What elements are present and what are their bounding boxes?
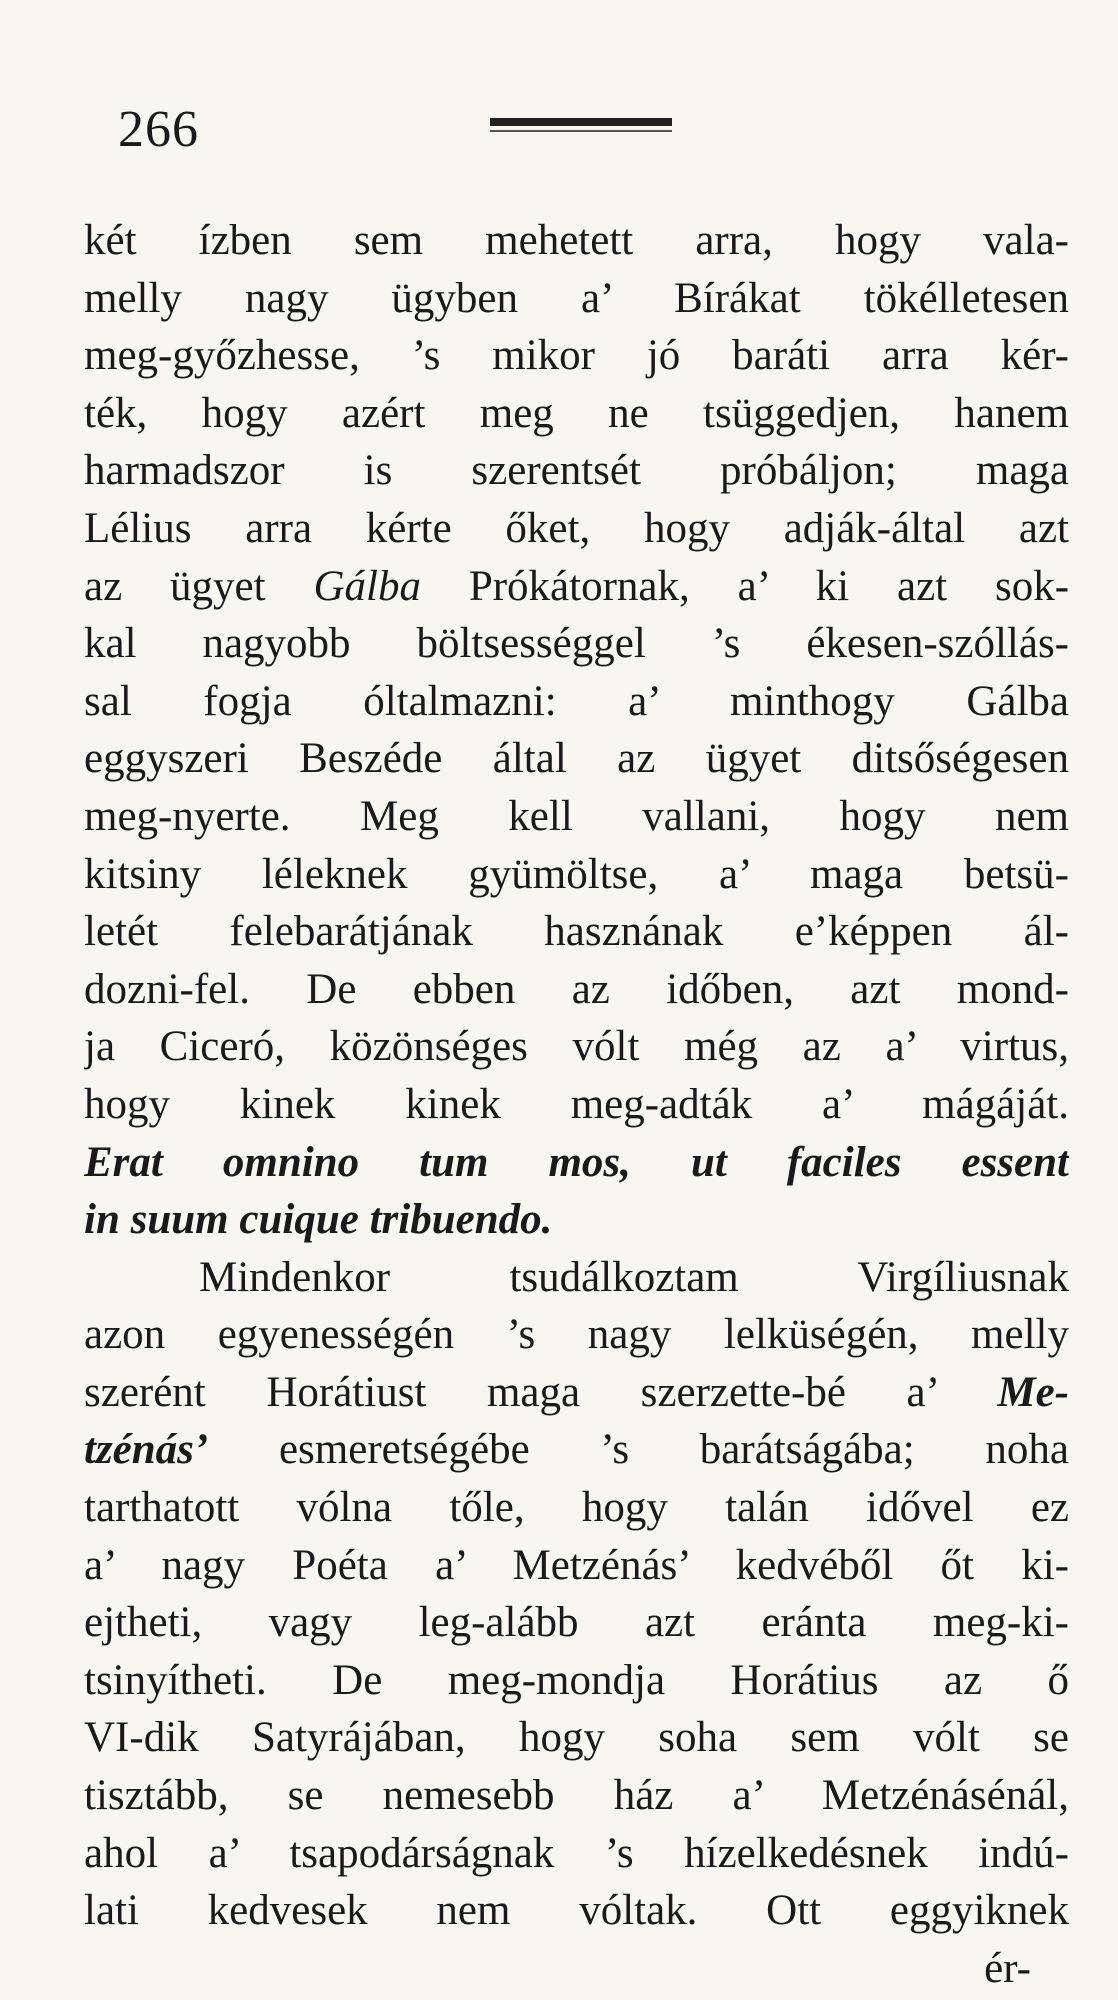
text-line: eggyszeri Beszéde által az ügyet ditsőségesen — [84, 735, 1069, 783]
text-line: ahol a’ tsapodárságnak ’s hízelkedésnek indú- — [84, 1829, 1069, 1877]
text-line: tarthatott vólna tőle, hogy talán idővel ez — [84, 1484, 1069, 1532]
text-line: dozni-fel. De ebben az időben, azt mond- — [84, 965, 1069, 1013]
text-line: kal nagyobb böltsességgel ’s ékesen-szóllás- — [84, 620, 1069, 668]
text-line — [84, 558, 1069, 616]
text-line: tisztább, se nemesebb ház a’ Metzénásénál, — [84, 1772, 1069, 1820]
header-rule-thin — [490, 130, 672, 132]
text-line: VI-dik Satyrájában, hogy soha sem vólt se — [84, 1714, 1069, 1762]
text-fragment: esmeretségébe ’s barátságába; noha — [278, 1426, 1069, 1474]
text-line: harmadszor is szerentsét próbáljon; maga — [84, 447, 1069, 495]
text-line: sal fogja óltalmazni: a’ minthogy Gálba — [84, 677, 1069, 725]
italic-name-metzenas: tzénás’ — [84, 1426, 209, 1474]
text-line: két ízben sem mehetett arra, hogy vala- — [84, 217, 1069, 264]
text-line: meg-nyerte. Meg kell vallani, hogy nem — [84, 792, 1069, 840]
text-line: hogy kinek kinek meg-adták a’ mágáját. — [84, 1080, 1069, 1128]
text-line: letét felebarátjának hasznának e’képpen ál- — [84, 908, 1069, 956]
text-line: kitsiny léleknek gyümöltse, a’ maga betsü- — [84, 850, 1069, 898]
text-fragment: Prókátornak, a’ ki azt sok- — [468, 562, 1069, 610]
text-line: melly nagy ügyben a’ Bírákat tökélletesen — [84, 274, 1069, 322]
text-line: Lélius arra kérte őket, hogy adják-által azt — [84, 504, 1069, 552]
text-line: lati kedvesek nem vóltak. Ott eggyiknek — [84, 1887, 1069, 1935]
body-text — [84, 212, 1069, 1997]
text-line: meg-győzhesse, ’s mikor jó baráti arra kér- — [84, 332, 1069, 380]
catchword: ér- — [984, 1944, 1031, 1992]
text-line: azon egyenességén ’s nagy lelküségén, melly — [84, 1311, 1069, 1359]
page-number: 266 — [118, 101, 199, 158]
text-line: tsinyítheti. De meg-mondja Horátius az ő — [84, 1656, 1069, 1704]
text-fragment: szerént Horátiust maga szerzette-bé a’ — [84, 1368, 937, 1416]
paragraph-start-line: Mindenkor tsudálkoztam Virgíliusnak — [199, 1253, 1069, 1301]
text-line: a’ nagy Poéta a’ Metzénás’ kedvéből őt ki- — [84, 1541, 1069, 1589]
text-line — [84, 1364, 1069, 1422]
text-line: ja Ciceró, közönséges vólt még az a’ virtus, — [84, 1023, 1069, 1071]
text-line: ték, hogy azért meg ne tsüggedjen, hanem — [84, 389, 1069, 437]
latin-quote-line: in suum cuique tribuendo. — [84, 1196, 553, 1244]
text-fragment: az ügyet — [84, 562, 266, 610]
text-line: ejtheti, vagy leg-alább azt eránta meg-ki- — [84, 1599, 1069, 1647]
latin-quote-line: Erat omnino tum mos, ut faciles essent — [84, 1138, 1069, 1186]
italic-name-galba: Gálba — [313, 562, 421, 610]
header-rule — [490, 118, 672, 126]
italic-name-metzenas: Me- — [997, 1368, 1069, 1416]
text-line — [84, 1421, 1069, 1479]
